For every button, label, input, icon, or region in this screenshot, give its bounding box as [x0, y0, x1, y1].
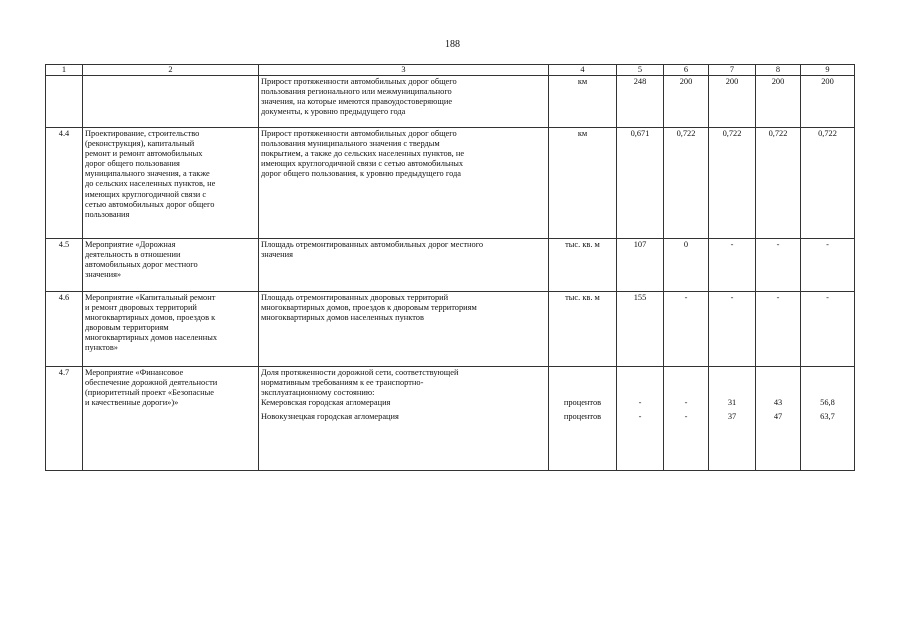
value-col-6: - [664, 292, 709, 367]
row-number: 4.7 [46, 367, 83, 471]
value-col-6: 0,722 [664, 128, 709, 239]
row-number: 4.5 [46, 239, 83, 292]
sub-value: - [638, 398, 642, 407]
event-name: Мероприятие «Дорожная деятельность в отношении автомобильных дорог местного значения» [83, 239, 259, 292]
header-cell: 3 [259, 65, 549, 76]
value-col-8: 0,722 [756, 128, 801, 239]
table-row [46, 128, 855, 239]
event-name [83, 76, 259, 128]
indicator-name: Площадь отремонтированных дворовых территорий многоквартирных домов, проездов к дворовым территориям многоквартирных домов населенных пунктов [259, 292, 549, 367]
sub-value: 56,8 [820, 398, 835, 407]
indicator-name: Прирост протяженности автомобильных дорог общего пользования регионального или межмуниципального значения, на которые имеются правоудостоверяющие документы, к уровню предыдущего года [259, 76, 549, 128]
value-col-7: 0,722 [709, 128, 756, 239]
unit-cell: тыс. кв. м [549, 239, 617, 292]
value-col-8: 200 [756, 76, 801, 128]
indicator-name: Прирост протяженности автомобильных дорог общего пользования муниципального значения с твердым покрытием, а также до сельских населенных пунктов, не имеющих круглогодичной связи с сетью автомобильных дорог общего пользования, к уровню предыдущего года [259, 128, 549, 239]
header-cell: 8 [756, 65, 801, 76]
sub-value: - [684, 412, 688, 421]
header-cell: 2 [83, 65, 259, 76]
value-col-6: 200 [664, 76, 709, 128]
sub-value: 63,7 [820, 412, 835, 421]
indicators-table [45, 64, 855, 471]
table-row [46, 367, 855, 471]
table-header-row [46, 65, 855, 76]
row-number [46, 76, 83, 128]
unit-cell: км [549, 76, 617, 128]
event-name: Мероприятие «Капитальный ремонт и ремонт дворовых территорий многоквартирных домов, проездов к дворовым территориям многоквартирных домов населенных пунктов» [83, 292, 259, 367]
event-name: Мероприятие «Финансовое обеспечение дорожной деятельности (приоритетный проект «Безопасные и качественные дороги»)» [83, 367, 259, 471]
value-col-7: - [709, 239, 756, 292]
value-col-7: - [709, 292, 756, 367]
table-row [46, 292, 855, 367]
sub-value: 37 [727, 412, 737, 421]
value-col-9: 200 [801, 76, 855, 128]
sub-value: 47 [773, 412, 783, 421]
value-col-8: - [756, 239, 801, 292]
value-col-9: - [801, 239, 855, 292]
header-cell: 4 [549, 65, 617, 76]
table-row [46, 76, 855, 128]
value-col-5: 0,671 [617, 128, 664, 239]
sub-value: - [638, 412, 642, 421]
value-col-7: 200 [709, 76, 756, 128]
row-number: 4.6 [46, 292, 83, 367]
value-col-8: - [756, 292, 801, 367]
indicator-name: Площадь отремонтированных автомобильных дорог местного значения [259, 239, 549, 292]
value-col-9: - [801, 292, 855, 367]
table-row [46, 239, 855, 292]
row-number: 4.4 [46, 128, 83, 239]
sub-value: 31 [727, 398, 737, 407]
unit-cell [549, 367, 617, 471]
sub-value: 43 [773, 398, 783, 407]
sub-indicator-novokuznetsk: Новокузнецкая городская агломерация [261, 412, 399, 422]
indicator-name: Доля протяженности дорожной сети, соответствующей нормативным требованиям к ее транспортно- эксплуатационному состоянию: [261, 368, 459, 398]
value-col-5: 107 [617, 239, 664, 292]
header-cell: 7 [709, 65, 756, 76]
unit-cell: тыс. кв. м [549, 292, 617, 367]
value-col-5: 248 [617, 76, 664, 128]
value-col-9: 0,722 [801, 128, 855, 239]
value-col-6 [664, 367, 709, 471]
value-col-5 [617, 367, 664, 471]
indicator-cell [259, 367, 549, 471]
sub-unit: процентов [563, 412, 602, 421]
page-number: 188 [445, 39, 460, 50]
unit-cell: км [549, 128, 617, 239]
value-col-5: 155 [617, 292, 664, 367]
value-col-9 [801, 367, 855, 471]
header-cell: 9 [801, 65, 855, 76]
sub-value: - [684, 398, 688, 407]
sub-unit: процентов [563, 398, 602, 407]
event-name: Проектирование, строительство (реконструкция), капитальный ремонт и ремонт автомобильных дорог общего пользования муниципального значения, а также до сельских населенных пунктов, не имеющих круглогодичной связи с сетью автомобильных дорог общего пользования [83, 128, 259, 239]
header-cell: 5 [617, 65, 664, 76]
header-cell: 1 [46, 65, 83, 76]
value-col-7 [709, 367, 756, 471]
value-col-8 [756, 367, 801, 471]
value-col-6: 0 [664, 239, 709, 292]
sub-indicator-kemerovo: Кемеровская городская агломерация [261, 398, 391, 408]
header-cell: 6 [664, 65, 709, 76]
